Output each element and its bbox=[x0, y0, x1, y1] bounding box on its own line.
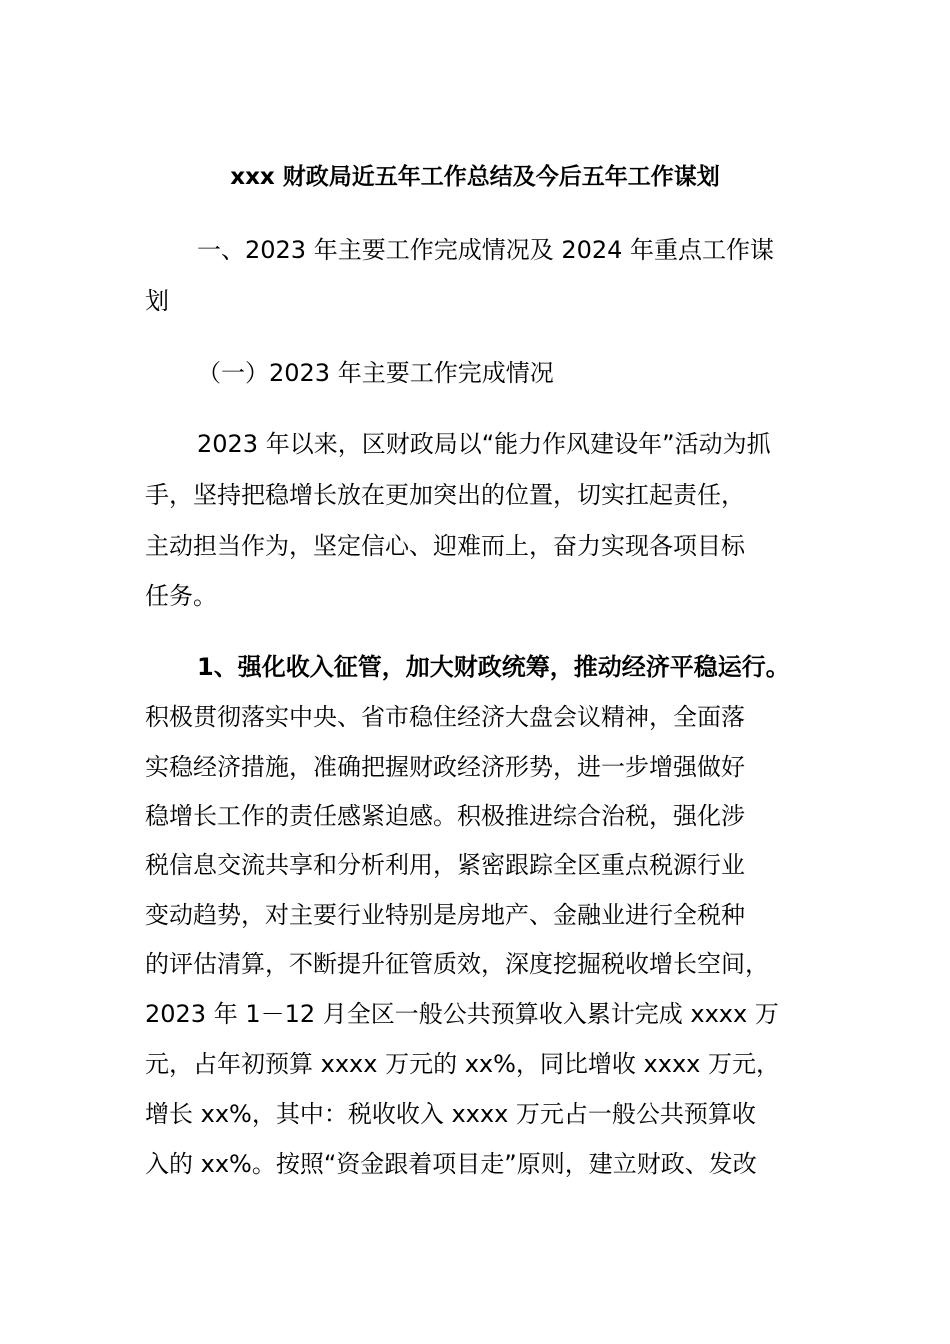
intro-paragraph-line: 2023 年以来，区财政局以“能力作风建设年”活动为抓 bbox=[197, 430, 771, 458]
item-1-heading: 1、强化收入征管，加大财政统筹，推动经济平稳运行。 bbox=[197, 653, 790, 681]
intro-paragraph-line: 主动担当作为，坚定信心、迎难而上，奋力实现各项目标 bbox=[145, 532, 745, 560]
intro-paragraph-line: 任务。 bbox=[145, 582, 217, 610]
item-1-line: 税信息交流共享和分析利用，紧密跟踪全区重点税源行业 bbox=[145, 851, 745, 879]
item-1-line: 变动趋势，对主要行业特别是房地产、金融业进行全税种 bbox=[145, 901, 745, 929]
item-1-line: 增长 xx%，其中：税收收入 xxxx 万元占一般公共预算收 bbox=[145, 1100, 756, 1128]
section-heading-line: 划 bbox=[145, 287, 169, 315]
item-1-line: 稳增长工作的责任感紧迫感。积极推进综合治税，强化涉 bbox=[145, 802, 745, 830]
section-heading-line: 一、2023 年主要工作完成情况及 2024 年重点工作谋 bbox=[197, 236, 775, 264]
subsection-heading: （一）2023 年主要工作完成情况 bbox=[197, 359, 554, 387]
document-title: xxx 财政局近五年工作总结及今后五年工作谋划 bbox=[230, 164, 720, 190]
item-1-line: 元，占年初预算 xxxx 万元的 xx%，同比增收 xxxx 万元， bbox=[145, 1050, 780, 1078]
item-1-line: 实稳经济措施，准确把握财政经济形势，进一步增强做好 bbox=[145, 753, 745, 781]
item-1-line: 2023 年 1－12 月全区一般公共预算收入累计完成 xxxx 万 bbox=[145, 1000, 779, 1028]
item-1-line: 的评估清算，不断提升征管质效，深度挖掘税收增长空间， bbox=[145, 950, 769, 978]
item-1-line: 积极贯彻落实中央、省市稳住经济大盘会议精神，全面落 bbox=[145, 703, 745, 731]
intro-paragraph-line: 手，坚持把稳增长放在更加突出的位置，切实扛起责任， bbox=[145, 481, 745, 509]
item-1-line: 入的 xx%。按照“资金跟着项目走”原则，建立财政、发改 bbox=[145, 1150, 757, 1178]
